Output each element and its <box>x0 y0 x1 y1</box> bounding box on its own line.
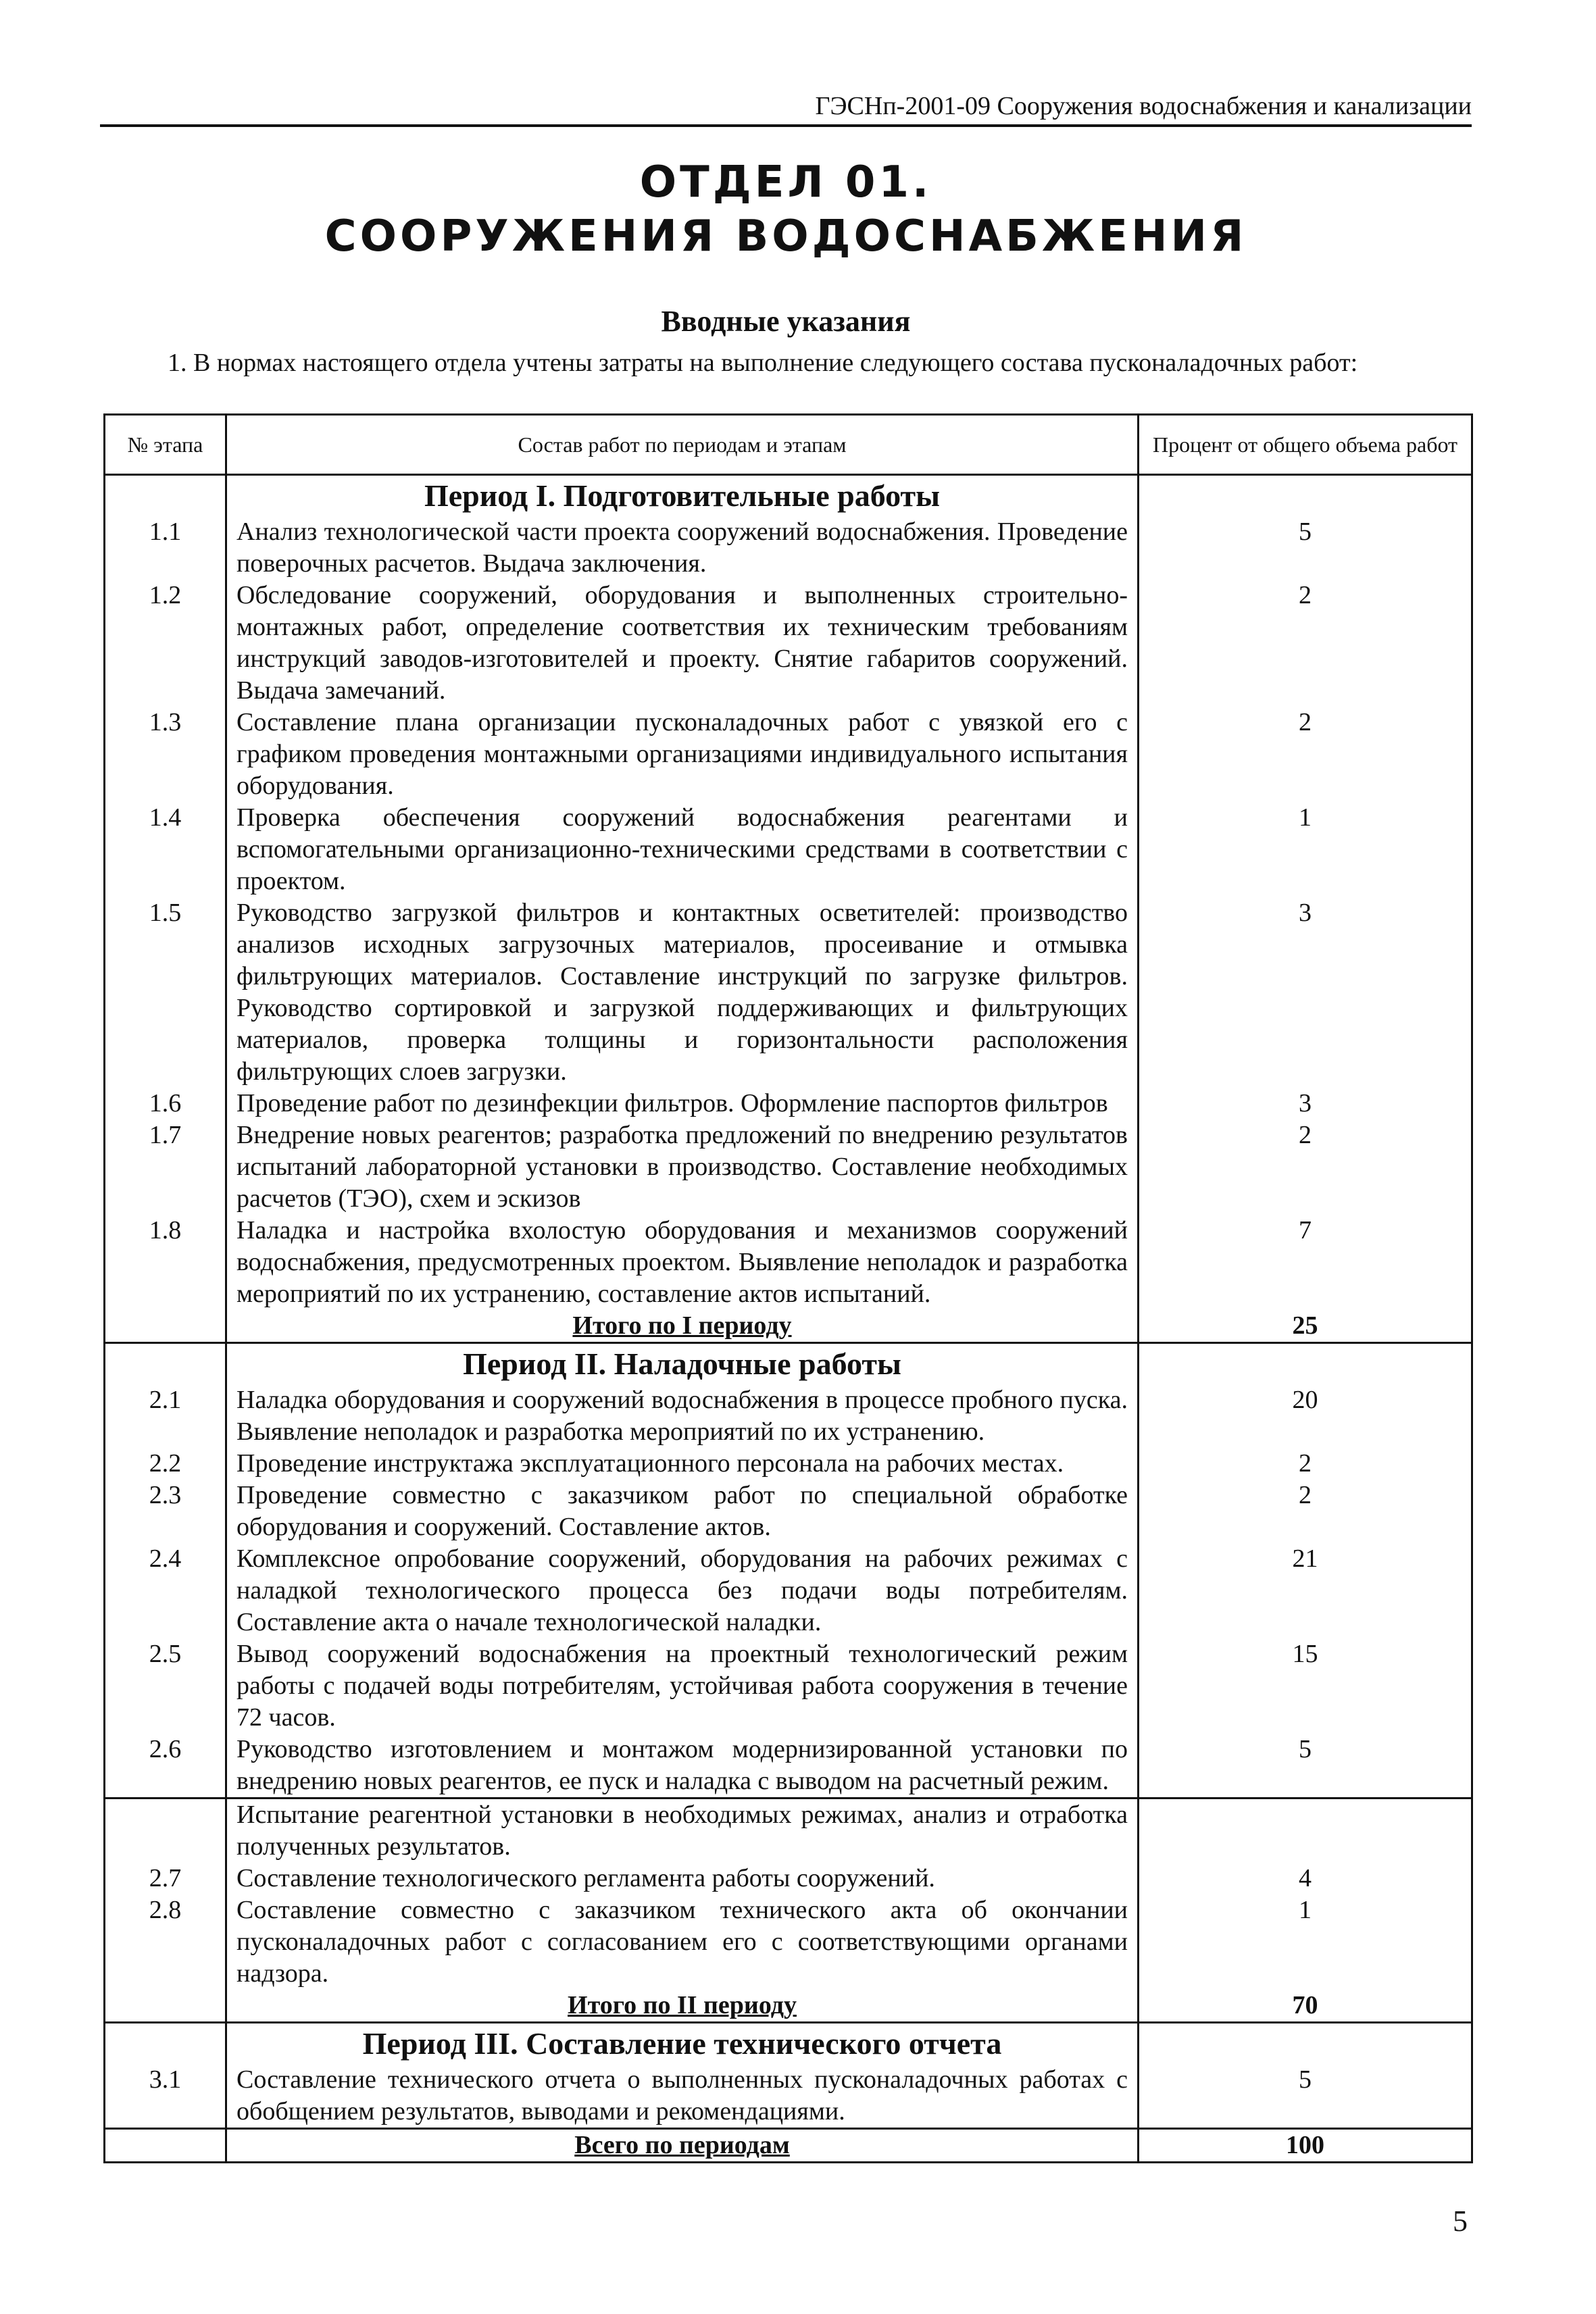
header-percent: Процент от общего объема работ <box>1139 415 1472 475</box>
page-number: 5 <box>1453 2205 1468 2238</box>
subtotal-row <box>105 1310 1472 1343</box>
period1-subtotal-value: 25 <box>1139 1310 1472 1343</box>
table-row: 2.4 Комплексное опробование сооружений, оборудования на рабочих режимах с наладкой технологического процесса без подачи воды потребителям. Составление акта о начале технологической наладки. 21 <box>105 1543 1472 1638</box>
table-row: 2.3 Проведение совместно с заказчиком работ по специальной обработке оборудования и сооружений. Составление актов. 2 <box>105 1480 1472 1543</box>
table-row: 2.1 Наладка оборудования и сооружений водоснабжения в процессе пробного пуска. Выявление неполадок и разработка мероприятий по их устранению. 20 <box>105 1384 1472 1448</box>
intro-text: 1. В нормах настоящего отдела учтены затраты на выполнение следующего состава пусконаладочных работ: <box>168 349 1358 377</box>
header-rule <box>100 124 1472 127</box>
table-row: 1.5 Руководство загрузкой фильтров и контактных осветителей: производство анализов исходных загрузочных материалов, просеивание и отмывка фильтрующих материалов. Составление инструкций по загрузке фильтров. Руководство сортировкой и загрузкой поддерживающих и фильтрующих материалов, проверка толщины и горизонтальности расположения фильтрующих слоев загрузки. 3 <box>105 897 1472 1088</box>
table-row <box>105 1799 1472 1863</box>
subtotal-row <box>105 1990 1472 2023</box>
table-row: 1.1 Анализ технологической части проекта сооружений водоснабжения. Проведение поверочных расчетов. Выдача заключения. 5 <box>105 516 1472 580</box>
grand-total-row <box>105 2129 1472 2163</box>
period2-subtotal-value: 70 <box>1139 1990 1472 2023</box>
period-title-row <box>105 1343 1472 1385</box>
table-row: 2.2 Проведение инструктажа эксплуатационного персонала на рабочих местах. 2 <box>105 1448 1472 1480</box>
period-title-row <box>105 475 1472 517</box>
running-header: ГЭСНп-2001-09 Сооружения водоснабжения и канализации <box>815 92 1472 120</box>
period3-title: Период III. Составление технического отчета <box>226 2023 1139 2065</box>
period-title-row <box>105 2023 1472 2065</box>
intro-heading: Вводные указания <box>661 305 911 338</box>
table-header-row <box>105 415 1472 475</box>
period2-subtotal-label: Итого по II периоду <box>568 1991 797 2019</box>
period2-title: Период II. Наладочные работы <box>226 1343 1139 1385</box>
table-row: 1.6 Проведение работ по дезинфекции фильтров. Оформление паспортов фильтров 3 <box>105 1088 1472 1120</box>
table-row: 2.8 Составление совместно с заказчиком технического акта об окончании пусконаладочных работ с согласованием его с соответствующими органами надзора. 1 <box>105 1894 1472 1990</box>
table-row: 1.3 Составление плана организации пусконаладочных работ с увязкой его с графиком проведения монтажными организациями индивидуального испытания оборудования. 2 <box>105 707 1472 802</box>
table-row: 2.7 Составление технологического регламента работы сооружений. 4 <box>105 1863 1472 1894</box>
grand-total-label: Всего по периодам <box>574 2131 790 2159</box>
table-row: 1.8 Наладка и настройка вхолостую оборудования и механизмов сооружений водоснабжения, предусмотренных проектом. Выявление неполадок и разработка мероприятий по их устранению, составление актов испытаний. 7 <box>105 1215 1472 1310</box>
table-row: 1.7 Внедрение новых реагентов; разработка предложений по внедрению результатов испытаний лабораторной установки в производство. Составление необходимых расчетов (ТЭО), схем и эскизов 2 <box>105 1120 1472 1215</box>
table-row: 2.5 Вывод сооружений водоснабжения на проектный технологический режим работы с подачей воды потребителям, устойчивая работа сооружения в течение 72 часов. 15 <box>105 1638 1472 1734</box>
grand-total-value: 100 <box>1139 2129 1472 2163</box>
period1-subtotal-label: Итого по I периоду <box>572 1311 792 1340</box>
section-title-line2: СООРУЖЕНИЯ ВОДОСНАБЖЕНИЯ <box>324 211 1247 261</box>
header-stage: № этапа <box>105 415 226 475</box>
table-row: 2.6 Руководство изготовлением и монтажом модернизированной установки по внедрению новых реагентов, ее пуск и наладка с выводом на расчетный режим. 5 <box>105 1734 1472 1799</box>
section-title-line1: ОТДЕЛ 01. <box>639 157 932 207</box>
table-row: 3.1 Составление технического отчета о выполненных пусконаладочных работах с обобщением результатов, выводами и рекомендациями. 5 <box>105 2064 1472 2129</box>
works-table <box>103 413 1473 2163</box>
table-row: 1.4 Проверка обеспечения сооружений водоснабжения реагентами и вспомогательными организационно-техническими средствами в соответствии с проектом. 1 <box>105 802 1472 897</box>
table-row: 1.2 Обследование сооружений, оборудования и выполненных строительно-монтажных работ, определение соответствия их техническим требованиям инструкций заводов-изготовителей и проекту. Снятие габаритов сооружений. Выдача замечаний. 2 <box>105 580 1472 707</box>
period1-title: Период I. Подготовительные работы <box>226 475 1139 517</box>
header-composition: Состав работ по периодам и этапам <box>226 415 1139 475</box>
period2-continuation: Испытание реагентной установки в необходимых режимах, анализ и отработка полученных результатов. <box>226 1799 1139 1863</box>
